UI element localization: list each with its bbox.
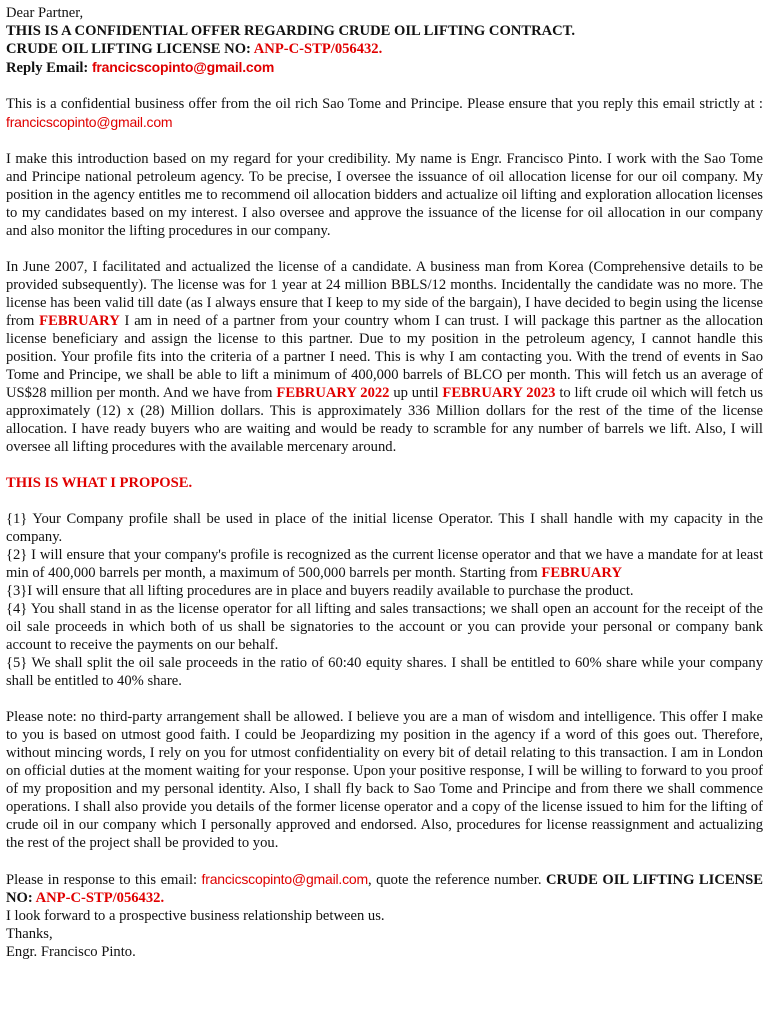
closing-license-label: CRUDE OIL LIFTING LICENSE NO: [6, 872, 763, 906]
reply-label: Reply Email:: [6, 60, 92, 76]
intro-paragraph: [6, 95, 763, 132]
salutation: Dear Partner,: [6, 5, 84, 21]
closing-text-b: , quote the reference number.: [367, 872, 546, 888]
item2-text: {2} I will ensure that your company's profile is recognized as the current license operator and that we have a mandate for at least min of 400,000 barrels per month, a maximum of 500,000 barrels per month. Starting from: [6, 547, 763, 581]
proposal-item-1: {1} Your Company profile shall be used in place of the initial license Operator. This I shall handle with my capacity in the company.: [6, 511, 763, 545]
paragraph-confidentiality: Please note: no third-party arrangement shall be allowed. I believe you are a man of wisdom and intelligence. This offer I make to you is based on utmost good faith. I could be Jeopardizing my position in the agency if a word of this goes out. Therefore, without mincing words, I rely on you for utmost confidentiality on every bit of detail relating to this transaction. I am in London on official duties at the moment waiting for your response. Upon your positive response, I will be willing to forward to you proof of my proposition and my personal identity. Also, I shall fly back to Sao Tome and Principe and from there we shall commence operations. I shall also provide you details of the former license operator and a copy of the license issued to him for the lifting of crude oil in our company which I personally approved and endorsed. Also, procedures for license reassignment and actualizing the rest of the project shall be provided to you.: [6, 709, 763, 851]
proposal-item-2: [6, 546, 763, 582]
license-line: [6, 40, 763, 58]
closing-license-number: ANP-C-STP/056432.: [35, 890, 165, 906]
proposal-item-4: {4} You shall stand in as the license operator for all lifting and sales transactions; we shall open an account for the receipt of the oil sale proceeds in which both of us shall be signatories to the account or you can provide your personal or company bank account to receive the payments on our behalf.: [6, 601, 763, 653]
look-forward-line: I look forward to a prospective business relationship between us.: [6, 908, 385, 924]
closing-license-colon: :: [27, 890, 36, 906]
license-number: ANP-C-STP/056432.: [253, 41, 383, 57]
intro-text: This is a confidential business offer from the oil rich Sao Tome and Principe. Please ensure that you reply this email strictly at :: [6, 96, 763, 112]
intro-email-address: francicscopinto@gmail.com: [6, 114, 173, 130]
signature: Engr. Francisco Pinto.: [6, 944, 136, 960]
license-colon: :: [246, 41, 254, 57]
thanks-line: Thanks,: [6, 926, 53, 942]
propose-heading: THIS IS WHAT I PROPOSE.: [6, 475, 193, 491]
reply-email-address: francicscopinto@gmail.com: [91, 59, 275, 75]
paragraph-license-history: [6, 258, 763, 456]
para2-february: FEBRUARY: [39, 313, 120, 329]
proposal-item-3: {3}I will ensure that all lifting procedures are in place and buyers readily available to purchase the product.: [6, 583, 634, 599]
para2-february-2023: FEBRUARY 2023: [442, 385, 556, 401]
closing-paragraph: [6, 870, 763, 907]
proposal-list: [6, 510, 763, 690]
para2-text-a: In June 2007, I facilitated and actualized the license of a candidate. A business man from Korea (Comprehensive details to be provided subsequently). The license was for 1 year at 24 million BBLS/12 months. Incidentally the candidate was no more. The license has been valid till date (as I always ensure that I keep to my side of the bargain), I have decided to begin using the license from: [6, 259, 763, 329]
paragraph-introduction: I make this introduction based on my regard for your credibility. My name is Engr. Francisco Pinto. I work with the Sao Tome and Principe national petroleum agency. To be precise, I oversee the issuance of oil allocation license for our oil company. My position in the agency entitles me to recommend oil allocation bidders and actualize oil lifting and exploration allocation licenses to my candidates based on my interest. I also oversee and approve the issuance of the license for oil allocation in our company and also monitor the lifting procedures in our company.: [6, 151, 763, 239]
closing-text-a: Please in response to this email:: [6, 872, 202, 888]
closing-email-address: francicscopinto@gmail.com: [201, 871, 368, 887]
proposal-item-5: {5} We shall split the oil sale proceeds in the ratio of 60:40 equity shares. I shall be entitled to 60% share while your company shall be entitled to 40% share.: [6, 655, 763, 689]
subject-line: THIS IS A CONFIDENTIAL OFFER REGARDING CRUDE OIL LIFTING CONTRACT.: [6, 23, 575, 39]
reply-email-line: [6, 58, 763, 77]
para2-text-d: to lift crude oil which will fetch us approximately (12) x (28) Million dollars. This is approximately 336 Million dollars for the rest of the time of the license allocation. I have ready buyers who are waiting and would be ready to scramble for any number of barrels we lift. Also, I will oversee all lifting procedures with the available mercenary around.: [6, 385, 764, 455]
license-label: CRUDE OIL LIFTING LICENSE NO: [6, 41, 247, 57]
para2-text-c: up until: [389, 385, 443, 401]
item2-february: FEBRUARY: [541, 565, 622, 581]
para2-february-2022: FEBRUARY 2022: [276, 385, 390, 401]
para2-text-b: I am in need of a partner from your country whom I can trust. I will package this partner as the allocation license beneficiary and assign the license to this partner. Due to my position in the petroleum agency, I cannot handle this position. Your profile fits into the criteria of a partner I need. This is why I am contacting you. With the trend of events in Sao Tome and Principe, we shall be able to lift a minimum of 400,000 barrels of BLCO per month. This will fetch us an average of US$28 million per month. And we have from: [6, 313, 763, 401]
